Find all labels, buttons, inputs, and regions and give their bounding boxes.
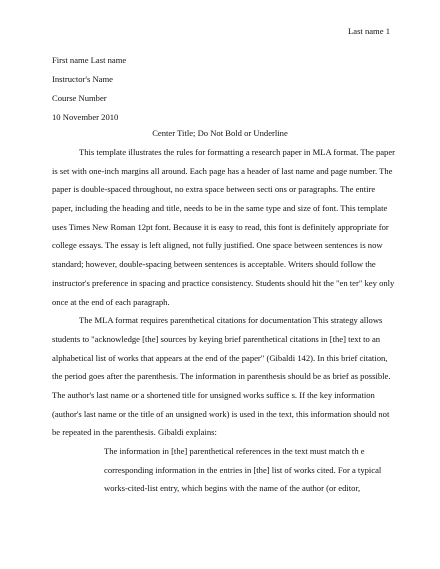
mla-heading [52, 54, 126, 130]
block-quote-line: The information in [the] parenthetical references in the text must match th e [104, 446, 365, 456]
body-line: be repeated in the parenthesis. Gibaldi explains: [52, 427, 217, 438]
block-quote-line: works-cited-list entry, which begins with the name of the author (or editor, [104, 483, 361, 494]
body-line: the period goes after the parenthesis. The information in parenthesis should be as brief as possible. [52, 371, 391, 382]
author-name: First name Last name [52, 55, 127, 65]
body-line: This template illustrates the rules for formatting a research paper in MLA format. The paper [79, 147, 396, 157]
instructor-name: Instructor's Name [52, 74, 113, 84]
body-line: is set with one-inch margins all around. Each page has a header of last name and page number. The [52, 165, 393, 176]
block-quote-line: corresponding information in the entries in [the] list of works cited. For a typical [104, 464, 382, 475]
body-line: The author's last name or a shortened title for unsigned works suffice s. If the key information [52, 389, 375, 400]
body-line: college essays. The essay is left aligned, not fully justified. One space between sentences is now [52, 240, 383, 251]
paper-title: Center Title; Do Not Bold or Underline [152, 128, 288, 138]
body-text [52, 146, 395, 501]
body-line: standard; however, double-spacing between sentences is acceptable. Writers should follow the [52, 259, 376, 270]
body-line: (author's last name or the title of an unsigned work) is used in the text, this information should not [52, 408, 390, 419]
body-line: The MLA format requires parenthetical citations for documentation This strategy allows [79, 315, 383, 326]
running-head: Last name 1 [348, 26, 390, 36]
body-line: students to "acknowledge [the] sources by keying brief parenthetical citations in [the] text to an [52, 333, 381, 344]
body-line: alphabetical list of works that appears at the end of the paper" (Gibaldi 142). In this brief citation, [52, 352, 388, 363]
course-number: Course Number [52, 93, 107, 103]
body-line: once at the end of each paragraph. [52, 296, 170, 307]
body-line: uses Times New Roman 12pt font. Because it is easy to read, this font is definitely appropriate for [52, 221, 389, 232]
body-line: paper, including the heading and title, needs to be in the same type and size of font. This template [52, 203, 388, 214]
date: 10 November 2010 [52, 112, 119, 122]
body-line: paper is double-spaced throughout, no extra space between secti ons or paragraphs. The entire [52, 184, 376, 195]
body-line: instructor's preference in spacing and practice consistency. Students should hit the "en ter" key only [52, 277, 395, 288]
